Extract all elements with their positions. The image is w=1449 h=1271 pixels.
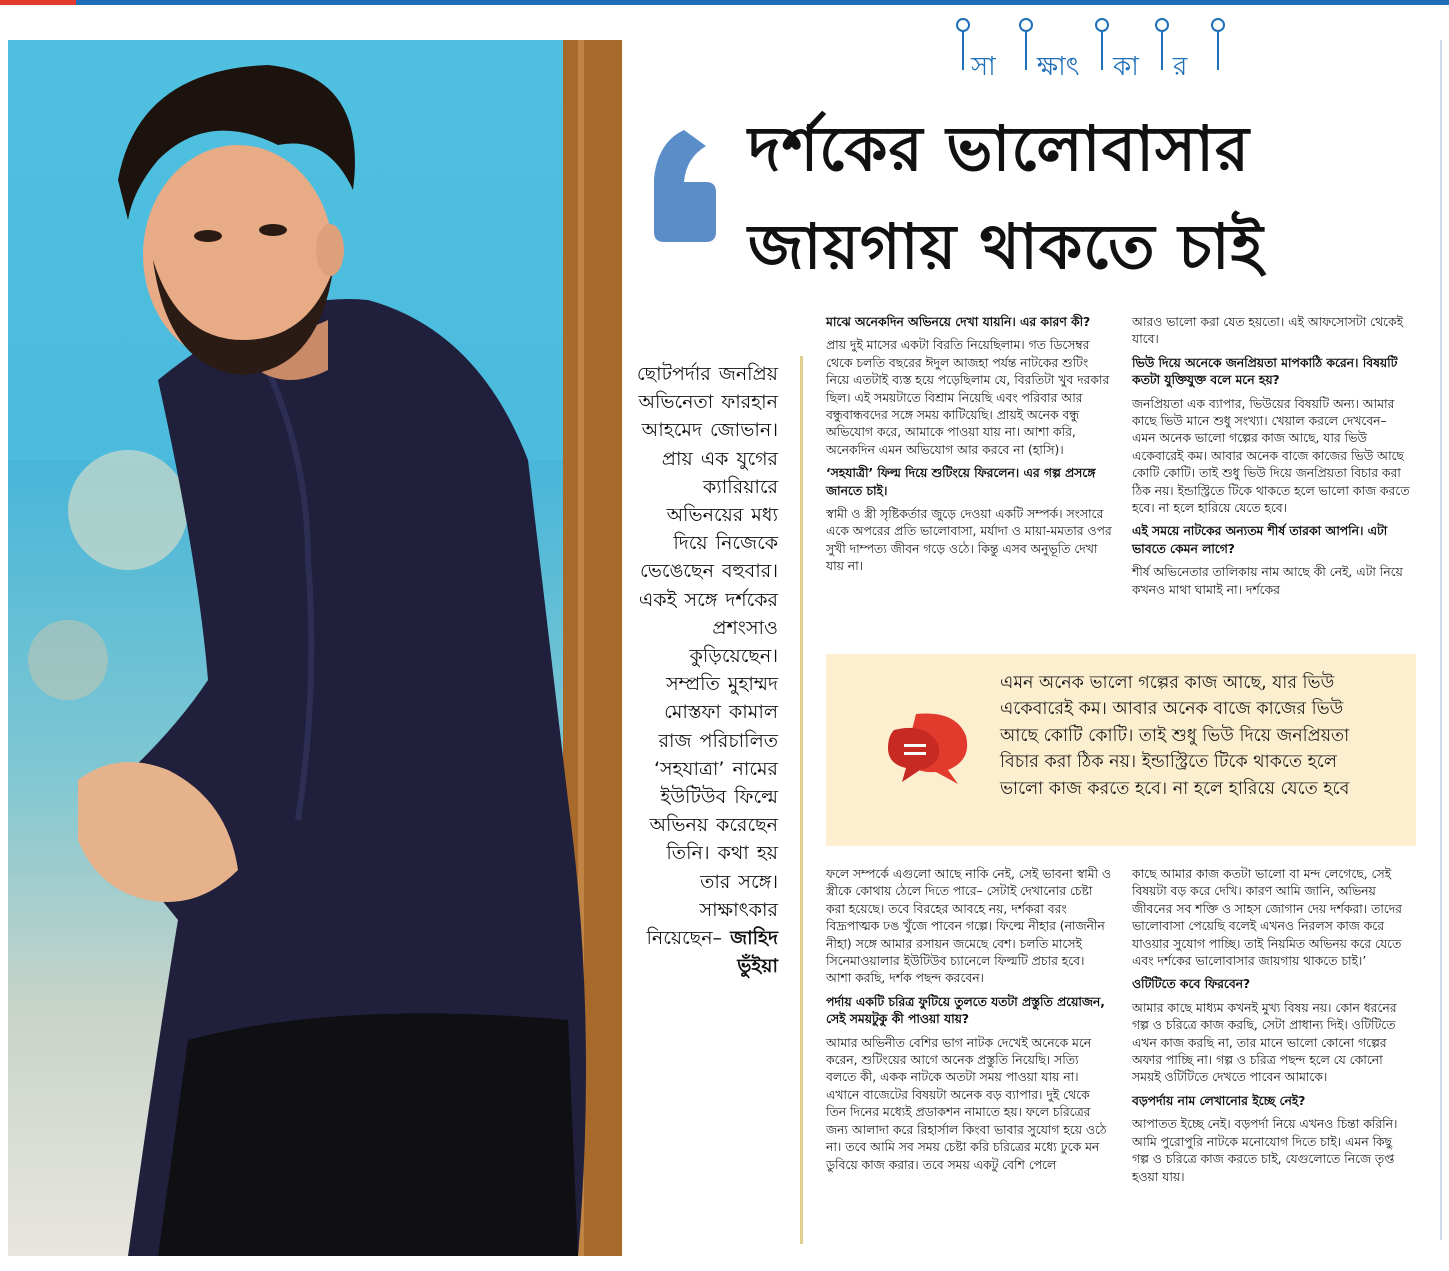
interview-answer: কাছে আমার কাজ কতটা ভালো বা মন্দ লেগেছে, সেই বিষয়টা বড় করে দেখি। কারণ আমি জানি, অভিনয় জীবনের সব শক্তি ও সাহস জোগান দেয় দর্শকরা। তাদের ভালোবাসা পেয়েছি বলেই এখনও নিরলস কাজ করে যাওয়ার সুযোগ পাচ্ছি। তাই নিয়মিত অভিনয় করে যেতে এবং দর্শকের ভালোবাসার জায়গায় থাকতে চাই।’ bbox=[1132, 867, 1402, 969]
kicker-segment-1: সা bbox=[971, 52, 996, 82]
interview-answer: শীর্ষ অভিনেতার তালিকায় নাম আছে কী নেই, এটা নিয়ে কখনও মাথা ঘামাই না। দর্শকের bbox=[1132, 565, 1403, 597]
top-rule-blue bbox=[0, 0, 1449, 5]
page-edge-rule bbox=[1440, 40, 1442, 1240]
interview-question: এই সময়ে নাটকের অন্যতম শীর্ষ তারকা আপনি। এটা ভাবতে কেমন লাগে? bbox=[1132, 524, 1388, 556]
kicker-segment-2: ক্ষাৎ bbox=[1037, 52, 1080, 82]
interview-answer: স্বামী ও স্ত্রী সৃষ্টিকর্তার জুড়ে দেওয়া একটি সম্পর্ক। সংসারে একে অপরের প্রতি ভালোবাসা, মর্যাদা ও মায়া-মমতার ওপর সুখী দাম্পত্য জীবন গড়ে ওঠে। কিন্তু এসব অনুভূতি দেখা যায় না। bbox=[826, 507, 1112, 574]
column-2-top bbox=[1132, 314, 1412, 605]
top-rule-red bbox=[0, 0, 76, 5]
intro-text bbox=[630, 360, 778, 980]
interview-answer: জনপ্রিয়তা এক ব্যাপার, ভিউয়ের বিষয়টি অন্য। আমার কাছে ভিউ মানে শুধু সংখ্যা। খেয়াল করলে দেখবেন– এমন অনেক ভালো গল্পের কাজ আছে, যার ভিউ একেবারেই কম। আবার অনেক বাজে কাজের ভিউ আছে কোটি কোটি। তাই শুধু ভিউ দিয়ে জনপ্রিয়তা বিচার করা ঠিক নয়। ইন্ডাস্ট্রিতে টিকে থাকতে হলে ভালো কাজ করতে হবে। না হলে হারিয়ে যেতে হবে। bbox=[1132, 396, 1410, 516]
kicker-line bbox=[1101, 30, 1103, 70]
interview-answer: আরও ভালো করা যেত হয়তো। এই আফসোসটা থেকেই যাবে। bbox=[1132, 315, 1403, 347]
kicker-segment-3: কা bbox=[1113, 52, 1139, 82]
section-kicker bbox=[955, 20, 1225, 82]
portrait-illustration bbox=[8, 40, 622, 1256]
column-2-bottom bbox=[1132, 866, 1412, 1192]
pull-quote-text: এমন অনেক ভালো গল্পের কাজ আছে, যার ভিউ একেবারেই কম। আবার অনেক বাজে কাজের ভিউ আছে কোটি কোটি। তাই শুধু ভিউ দিয়ে জনপ্রিয়তা বিচার করা ঠিক নয়। ইন্ডাস্ট্রিতে টিকে থাকতে হলে ভালো কাজ করতে হবে। না হলে হারিয়ে যেতে হবে bbox=[1000, 673, 1350, 799]
kicker-segment-4: র bbox=[1173, 52, 1188, 82]
chat-bubbles-icon bbox=[886, 710, 972, 786]
interview-question: বড়পর্দায় নাম লেখানোর ইচ্ছে নেই? bbox=[1132, 1093, 1306, 1108]
column-1-bottom bbox=[826, 866, 1112, 1180]
headline: দর্শকের ভালোবাসার জায়গায় থাকতে চাই bbox=[748, 112, 1264, 283]
intro-divider bbox=[800, 356, 803, 1244]
interview-question: ‘সহযাত্রী’ ফিল্ম দিয়ে শুটিংয়ে ফিরলেন। এর গল্প প্রসঙ্গে জানতে চাই। bbox=[826, 466, 1096, 498]
interview-answer: প্রায় দুই মাসের একটা বিরতি নিয়েছিলাম। গত ডিসেম্বর থেকে চলতি বছরের ঈদুল আজহা পর্যন্ত নাটকের শুটিং নিয়ে এতটাই ব্যস্ত হয়ে পড়েছিলাম যে, বিরতিটা খুব দরকার ছিল। এই সময়টাতে বিশ্রাম নিয়েছি এবং পরিবার আর বন্ধুবান্ধবদের সঙ্গে সময় কাটিয়েছি। প্রায়ই অনেক বন্ধু অভিযোগ করে, আমাকে পাওয়া যায় না। আশা করি, অনেকদিন এমন অভিযোগ আর করবে না (হাসি)। bbox=[826, 338, 1110, 457]
interview-answer: ফলে সম্পর্কে এগুলো আছে নাকি নেই, সেই ভাবনা স্বামী ও স্ত্রীকে কোথায় ঠেলে দিতে পারে– সেটাই দেখানোর চেষ্টা করা হয়েছে। তবে বিরহের আবহে নয়, দর্শকরা বরং বিদ্রূপাত্মক ঢঙ খুঁজে পাবেন গল্পে। ফিল্মে নীহার (নাজনীন নীহা) সঙ্গে আমার রসায়ন জমেছে বেশ। চলতি মাসেই সিনেমাওয়ালার ইউটিউব চ্যানেলে ফিল্মটি প্রচার হবে। আশা করছি, দর্শক পছন্দ করবেন। bbox=[826, 867, 1111, 986]
open-quote-icon bbox=[650, 128, 720, 244]
interview-question: পর্দায় একটি চরিত্র ফুটিয়ে তুলতে যতটা প্রস্তুতি প্রয়োজন, সেই সময়টুকু কী পাওয়া যায়? bbox=[826, 994, 1105, 1027]
intro-body: ছোটপর্দার জনপ্রিয় অভিনেতা ফারহান আহমেদ জোভান। প্রায় এক যুগের ক্যারিয়ারে অভিনয়ের মধ্য দিয়ে নিজেকে ভেঙেছেন বহুবার। একই সঙ্গে দর্শকের প্রশংসাও কুড়িয়েছেন। সম্প্রতি মুহাম্মদ মোস্তফা কামাল রাজ পরিচালিত ‘সহযাত্রা’ নামের ইউটিউব ফিল্মে অভিনয় করেছেন তিনি। কথা হয় তার সঙ্গে। সাক্ষাৎকার নিয়েছেন– bbox=[636, 363, 778, 950]
interview-question: ভিউ দিয়ে অনেকে জনপ্রিয়তা মাপকাঠি করেন। বিষয়টি কতটা যুক্তিযুক্ত বলে মনে হয়? bbox=[1132, 355, 1398, 388]
kicker-line bbox=[1217, 30, 1219, 70]
portrait-photo bbox=[8, 40, 622, 1256]
column-1-top bbox=[826, 314, 1112, 582]
kicker-line bbox=[962, 30, 964, 70]
kicker-line bbox=[1161, 30, 1163, 70]
interview-answer: আমার অভিনীত বেশির ভাগ নাটক দেখেই অনেকে মনে করেন, শুটিংয়ের আগে অনেক প্রস্তুতি নিয়েছি। সত্যি বলতে কী, একক নাটকে অতটা সময় পাওয়া যায় না। এখানে বাজেটের বিষয়টা অনেক বড় ব্যাপার। দুই থেকে তিন দিনের মধ্যেই প্রডাকশন নামাতে হয়। ফলে চরিত্রের জন্য আলাদা করে রিহার্সাল কিংবা ভাবার সুযোগ হয়ে ওঠে না। তবে আমি সব সময় চেষ্টা করি চরিত্রের মধ্যে ঢুকে মন ডুবিয়ে কাজ করার। তবে সময় একটু বেশি পেলে bbox=[826, 1035, 1107, 1172]
interview-question: মাঝে অনেকদিন অভিনয়ে দেখা যায়নি। এর কারণ কী? bbox=[826, 315, 1091, 329]
intro-byline: জাহিদ ভুঁইয়া bbox=[730, 927, 778, 978]
interview-question: ওটিটিতে কবে ফিরবেন? bbox=[1132, 977, 1251, 992]
pull-quote-box bbox=[826, 654, 1416, 846]
interview-answer: আমার কাছে মাধ্যম কখনই মুখ্য বিষয় নয়। কোন ধরনের গল্প ও চরিত্রে কাজ করছি, সেটা প্রাধান্য দিই। ওটিটিতে এখন কাজ করছি না, তার মানে ভালো কোনো গল্পের অফার পাচ্ছি না। গল্প ও চরিত্র পছন্দ হলে যে কোনো সময়ই ওটিটিতে দেখতে পাবেন আমাকে। bbox=[1132, 1000, 1397, 1085]
kicker-line bbox=[1025, 30, 1027, 70]
interview-answer: আপাতত ইচ্ছে নেই। বড়পর্দা নিয়ে এখনও চিন্তা করিনি। আমি পুরোপুরি নাটকে মনোযোগ দিতে চাই। এমন কিছু গল্প ও চরিত্রে কাজ করতে চাই, যেগুলোতে নিজে তৃপ্ত হওয়া যায়। bbox=[1132, 1117, 1398, 1184]
